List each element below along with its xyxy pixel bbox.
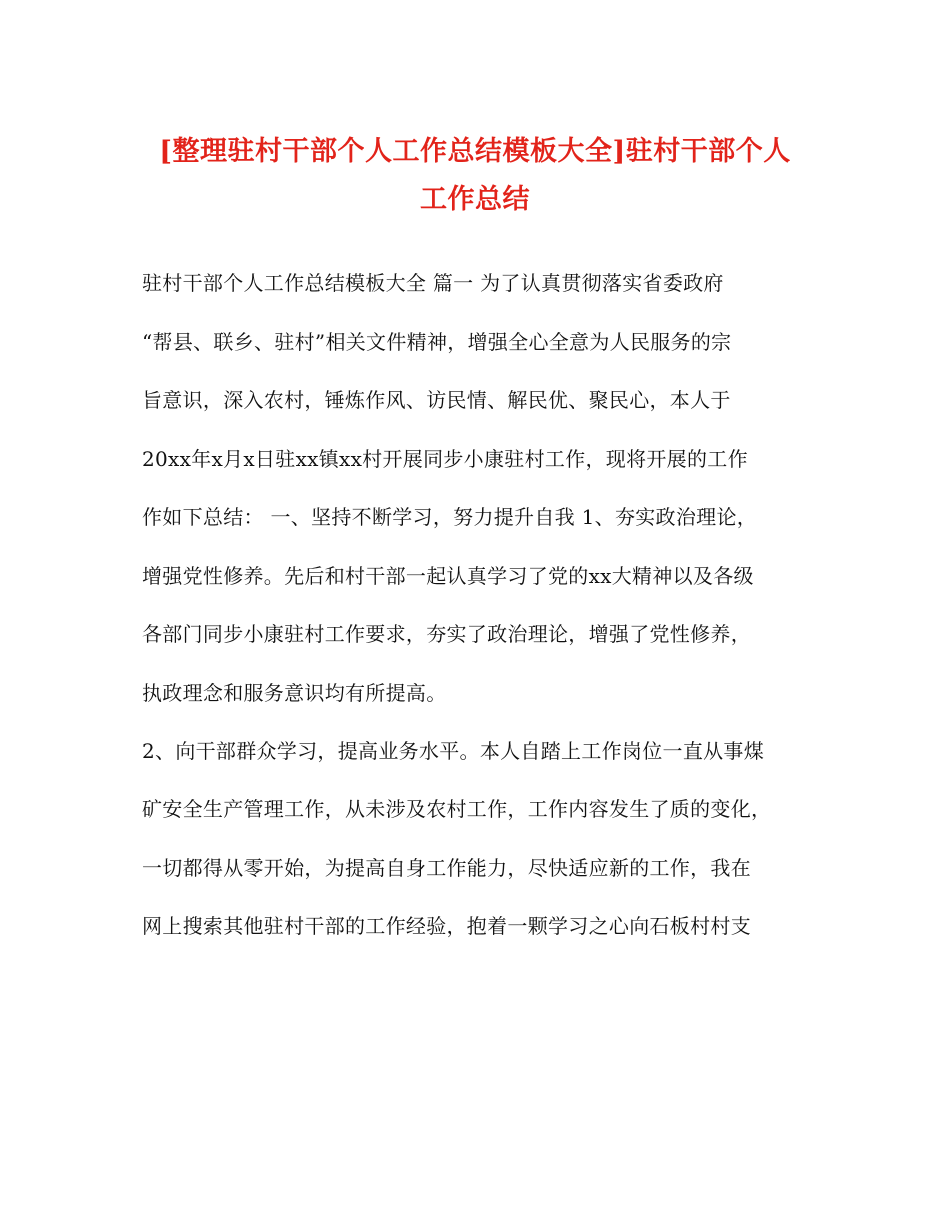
body-line: 各部门同步小康驻村工作要求，夯实了政治理论，增强了党性修养， <box>142 622 751 646</box>
document-title <box>110 128 840 224</box>
body-line: 矿安全生产管理工作，从未涉及农村工作，工作内容发生了质的变化， <box>142 797 772 821</box>
body-line: 驻村干部个人工作总结模板大全 篇一 为了认真贯彻落实省委政府 <box>142 271 724 295</box>
body-line: 执政理念和服务意识均有所提高。 <box>142 680 447 705</box>
body-line: 2、向干部群众学习，提高业务水平。本人自踏上工作岗位一直从事煤 <box>142 738 765 763</box>
body-line: 网上搜索其他驻村干部的工作经验，抱着一颗学习之心向石板村村支 <box>142 914 751 938</box>
body-line: 一切都得从零开始，为提高自身工作能力，尽快适应新的工作，我在 <box>142 855 751 880</box>
document-body <box>142 264 822 966</box>
body-line: “帮县、联乡、驻村”相关文件精神，增强全心全意为人民服务的宗 <box>142 329 732 354</box>
body-line: 20xx年x月x日驻xx镇xx村开展同步小康驻村工作，现将开展的工作 <box>142 446 748 471</box>
title-line-1: [整理驻村干部个人工作总结模板大全]驻村干部个人 <box>159 136 791 167</box>
body-line: 增强党性修养。先后和村干部一起认真学习了党的xx大精神以及各级 <box>142 563 754 588</box>
body-line: 作如下总结： 一、坚持不断学习，努力提升自我 1、夯实政治理论， <box>142 505 758 529</box>
title-line-2: 工作总结 <box>420 184 530 215</box>
body-line: 旨意识，深入农村，锤炼作风、访民情、解民优、聚民心，本人于 <box>142 388 731 412</box>
